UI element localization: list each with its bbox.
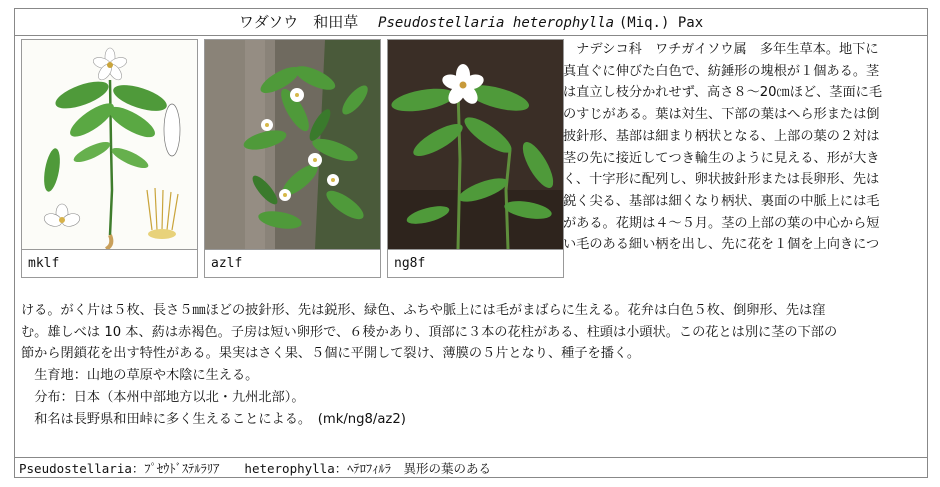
scientific-name: Pseudostellaria heterophylla <box>378 15 615 31</box>
trunk-photo-image <box>205 40 380 249</box>
description-right <box>563 39 923 256</box>
description-line: ナデシコ科 ワチガイソウ属 多年生草本。地下に <box>563 42 879 57</box>
photo-soil <box>387 39 564 250</box>
description-line: む。雄しべは 10 本、葯は赤褐色。子房は短い卵形で、６稜かあり、頂部に３本の花柱がある、柱頭は小頭状。この花とは別に茎の下部の <box>21 324 838 340</box>
description-line: 披針形、基部は細まり柄状となる、上部の葉の２対は <box>563 128 880 144</box>
epithet-reading: ：ﾍﾃﾛﾌｨﾙﾗ 異形の葉のある <box>334 461 491 476</box>
description-line: 茎の先に接近してつき輪生のように見える、形が大き <box>563 150 880 166</box>
description-line: がある。花期は４～５月。茎の上部の葉の中心から短 <box>563 215 880 231</box>
epithet-name: heterophylla <box>244 461 335 476</box>
description-line: い毛のある細い柄を出し、先に花を１個を上向きにつ <box>563 237 880 253</box>
author-name: (Miq.) Pax <box>618 15 704 31</box>
description-line: 鋭く尖る、基部は細くなり柄状、裏面の中脈上には毛 <box>563 193 880 209</box>
document-frame <box>14 8 928 478</box>
photo-label-2: azlf <box>204 250 381 278</box>
distribution-text: 分布：日本（本州中部地方以北・九州北部）。 <box>34 389 305 405</box>
photo-illustration <box>21 39 198 250</box>
genus-reading: ：ﾌﾟｾｳﾄﾞｽﾃﾙﾗﾘｱ <box>131 461 220 476</box>
soil-photo-image <box>388 40 563 249</box>
description-line: のすじがある。葉は対生、下部の葉はへら形または倒 <box>563 107 880 123</box>
description-line: く、十字形に配列し、卵状披針形または長卵形、先は <box>563 172 880 188</box>
title-row <box>15 9 927 36</box>
description-line: は直立し枝分かれせず、高さ８～20㎝ほど、茎面に毛 <box>563 85 883 101</box>
description-line: 節から閉鎖花を出す特性がある。果実はさく果、５個に平開して裂け、薄膜の５片となり、種子を播く。 <box>21 346 641 362</box>
description-full <box>21 300 923 430</box>
photo-label-1: mklf <box>21 250 198 278</box>
photo-trunk <box>204 39 381 250</box>
description-line: 真直ぐに伸びた白色で、紡錘形の塊根が１個ある。茎 <box>563 63 880 79</box>
genus-name: Pseudostellaria <box>19 461 132 476</box>
habitat-text: 生育地：山地の草原や木陰に生える。 <box>34 368 259 384</box>
description-line: ける。がく片は５枚、長さ５㎜ほどの披針形、先は鋭形、緑色、ふちや脈上には毛がまばらに生える。花弁は白色５枚、倒卵形、先は窪 <box>21 303 826 318</box>
illustration-image <box>22 40 197 249</box>
japanese-name: ワダソウ 和田草 <box>238 13 359 31</box>
etymology-footer <box>15 457 927 478</box>
photo-label-3: ng8f <box>387 250 564 278</box>
name-origin-text: 和名は長野県和田峠に多く生えることによる。 (mk/ng8/az2) <box>34 411 406 427</box>
